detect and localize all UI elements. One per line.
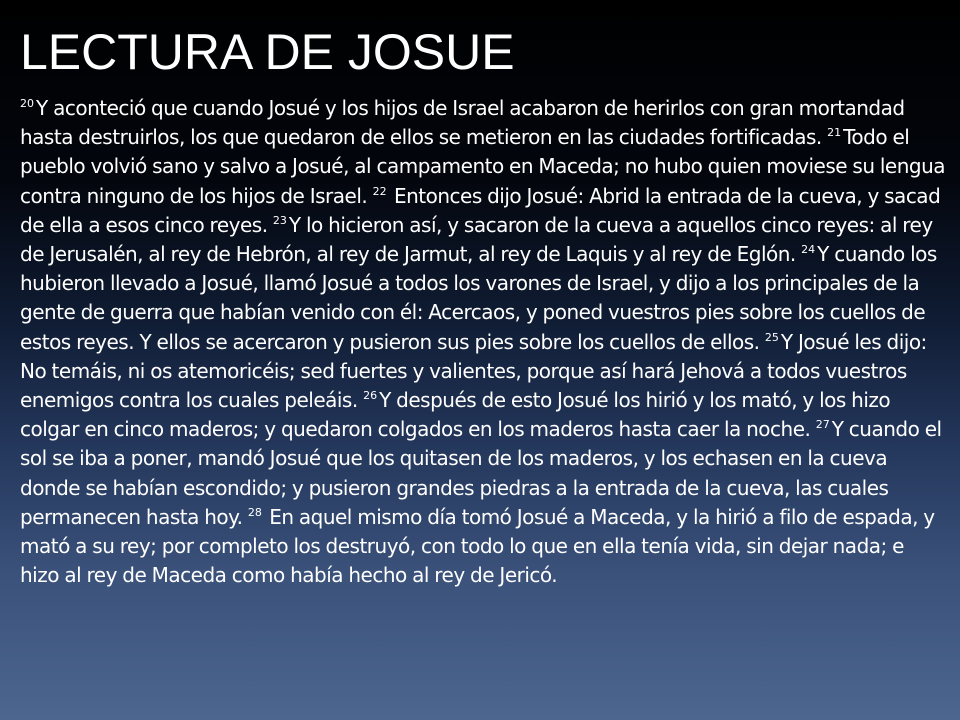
verse-text: Todo el pueblo volvió sano y salvo a Josué, al campamento en Maceda; no hubo quien moviese su lengua contra ninguno de los hijos de Israel. <box>20 125 946 208</box>
verse-number: 25 <box>764 330 779 344</box>
slide-title: LECTURA DE JOSUE <box>20 24 515 80</box>
verse-number: 21 <box>827 126 842 140</box>
verse-number: 23 <box>272 213 287 227</box>
verse-text: En aquel mismo día tomó Josué a Maceda, y la hirió a filo de espada, y mató a su rey; por completo los destruyó, con todo lo que en ella tenía vida, sin dejar nada; e hizo al rey de Maceda como había hecho al rey de Jericó. <box>20 504 935 588</box>
verse-text: Y lo hicieron así, y sacaron de la cueva a aquellos cinco reyes: al rey de Jerusalén, al rey de Hebrón, al rey de Jarmut, al rey de Laquis y al rey de Eglón. <box>20 212 933 267</box>
verse-text: Y después de esto Josué los hirió y los mató, y los hizo colgar en cinco maderos; y quedaron colgados en los maderos hasta caer la noche. <box>20 388 891 442</box>
verse-text: Y cuando el sol se iba a poner, mandó Josué que los quitasen de los maderos, y los echasen en la cueva donde se habían escondido; y pusieron grandes piedras a la entrada de la cueva, las cuales permanecen hasta hoy. <box>20 417 942 529</box>
verse-number: 24 <box>801 243 816 257</box>
verse-text: Y cuando los hubieron llevado a Josué, llamó Josué a todos los varones de Israel, y dijo a los principales de la gente de guerra que habían venido con él: Acercaos, y poned vuestros pies sobre los cuellos de estos reyes. Y ellos se acercaron y pusieron sus pies sobre los cuellos de ellos. <box>20 242 937 354</box>
verse-text: Y aconteció que cuando Josué y los hijos de Israel acabaron de herirlos con gran mortandad hasta destruirlos, los que quedaron de ellos se metieron en las ciudades fortificadas. <box>20 96 905 150</box>
verse-text: Entonces dijo Josué: Abrid la entrada de la cueva, y sacad de ella a esos cinco reyes. <box>20 183 941 237</box>
verse-number: 27 <box>815 418 830 432</box>
verse-number: 26 <box>363 389 378 403</box>
verse-number: 28 <box>247 505 262 519</box>
verse-text: Y Josué les dijo: No temáis, ni os atemoricéis; sed fuertes y valientes, porque así hará Jehová a todos vuestros enemigos contra los cuales peleáis. <box>20 329 927 413</box>
passage-text <box>20 94 948 590</box>
verse-number: 20 <box>20 97 34 110</box>
verse-number: 22 <box>372 184 387 198</box>
